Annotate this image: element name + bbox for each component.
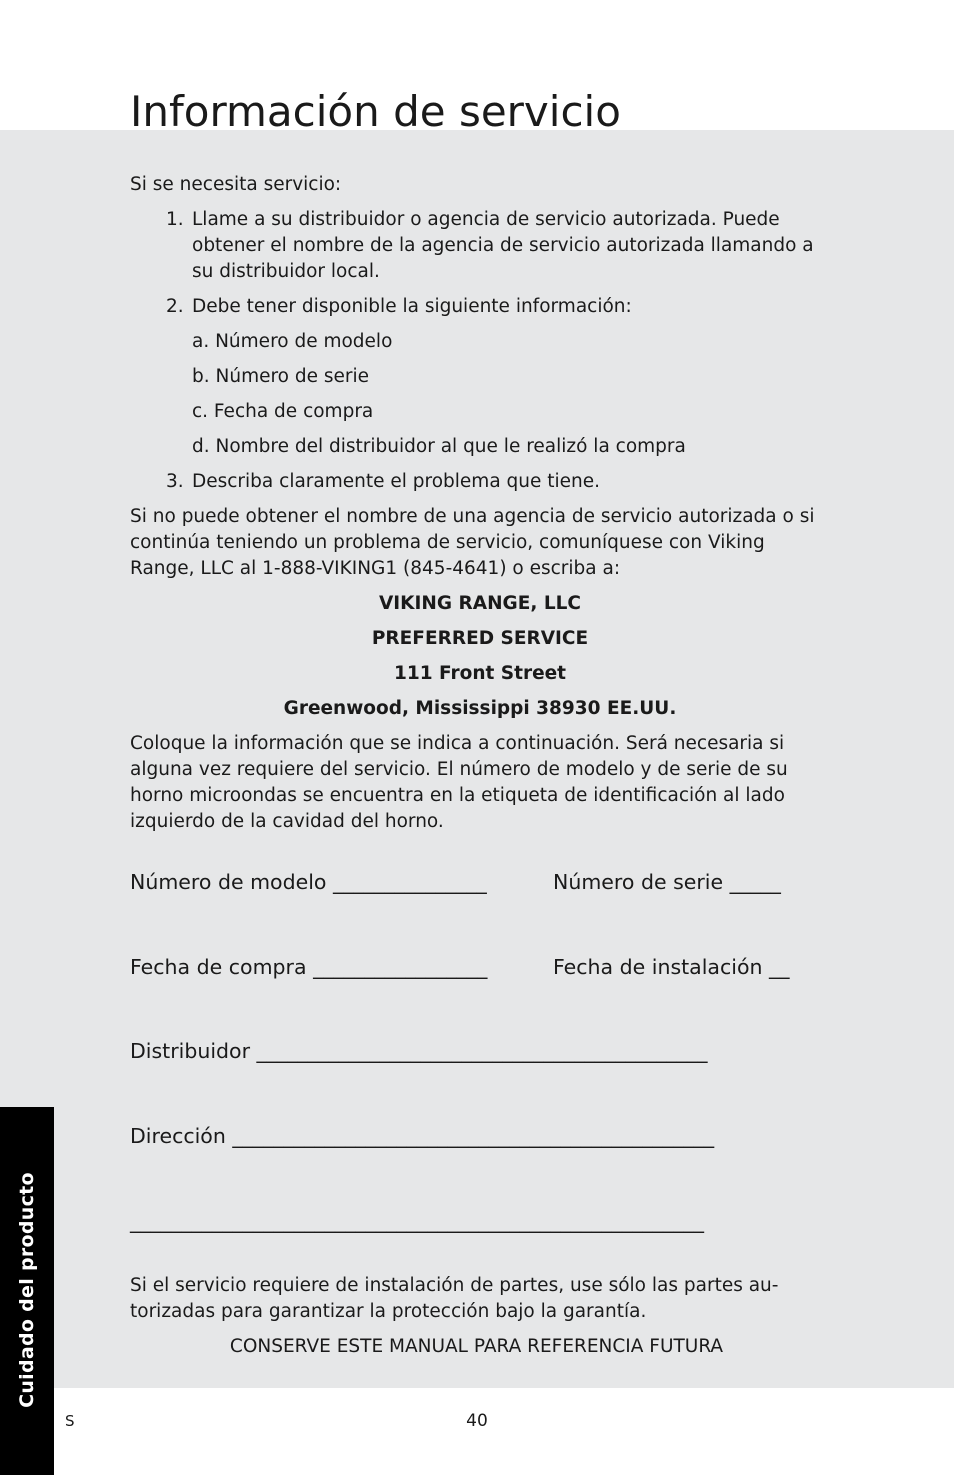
step-text: Describa claramente el problema que tiene.: [192, 471, 601, 492]
step-text: Llame a su distribuidor o agencia de servicio autorizada. Puede obtener el nombre de la agencia de servicio autorizada llamando a su distribuidor local.: [192, 209, 814, 282]
address-street: 111 Front Street: [393, 663, 567, 684]
purchase-date-field: Fecha de compra _________________: [130, 955, 488, 979]
install-date-field: Fecha de instalación __: [553, 955, 790, 979]
record-paragraph: Coloque la información que se indica a continuación. Será necesaria si alguna vez requiere del servicio. El número de modelo y de serie de su horno microondas se encuentra en la etiqueta de identificación al lado izquierdo de la cavidad del horno.: [130, 733, 788, 832]
step-number: 2.: [166, 296, 184, 317]
steps-list: [130, 207, 830, 495]
address-line-2-field: ________________________________________________________: [130, 1209, 704, 1233]
page-title: Información de servicio: [130, 87, 621, 136]
address-city: Greenwood, Mississippi 38930 EE.UU.: [283, 698, 677, 719]
step-item: [130, 294, 830, 320]
dealer-field: Distribuidor ____________________________________________: [130, 1039, 708, 1063]
step-item: [130, 207, 830, 285]
address-department: PREFERRED SERVICE: [371, 628, 589, 649]
step-item: [130, 469, 830, 495]
info-item-purchase-date: c. Fecha de compra: [192, 401, 374, 422]
service-info-body: [130, 172, 830, 844]
keep-manual-note: CONSERVE ESTE MANUAL PARA REFERENCIA FUTURA: [229, 1336, 724, 1357]
intro-text: Si se necesita servicio:: [130, 174, 342, 195]
info-item-dealer: d. Nombre del distribuidor al que le realizó la compra: [192, 436, 686, 457]
model-number-field: Número de modelo _______________: [130, 870, 487, 894]
parts-note: Si el servicio requiere de instalación de partes, use sólo las partes au-torizadas para garantizar la protección bajo la garantía.: [130, 1275, 779, 1322]
step-number: 3.: [166, 471, 184, 492]
page-number: 40: [466, 1411, 488, 1431]
section-tab-label: Cuidado del producto: [16, 1172, 38, 1408]
address-field: Dirección _______________________________________________: [130, 1124, 715, 1148]
serial-number-field: Número de serie _____: [553, 870, 781, 894]
contact-paragraph: Si no puede obtener el nombre de una agencia de servicio autorizada o si continúa teniendo un problema de servicio, comuníquese con Viking Range, LLC al 1-888-VIKING1 (845-4641) o escriba a:: [130, 506, 815, 579]
info-item-model: a. Número de modelo: [192, 331, 393, 352]
language-code: S: [65, 1412, 75, 1430]
info-item-serial: b. Número de serie: [192, 366, 370, 387]
step-number: 1.: [166, 209, 184, 230]
step-text: Debe tener disponible la siguiente información:: [192, 296, 632, 317]
address-company: VIKING RANGE, LLC: [378, 593, 582, 614]
